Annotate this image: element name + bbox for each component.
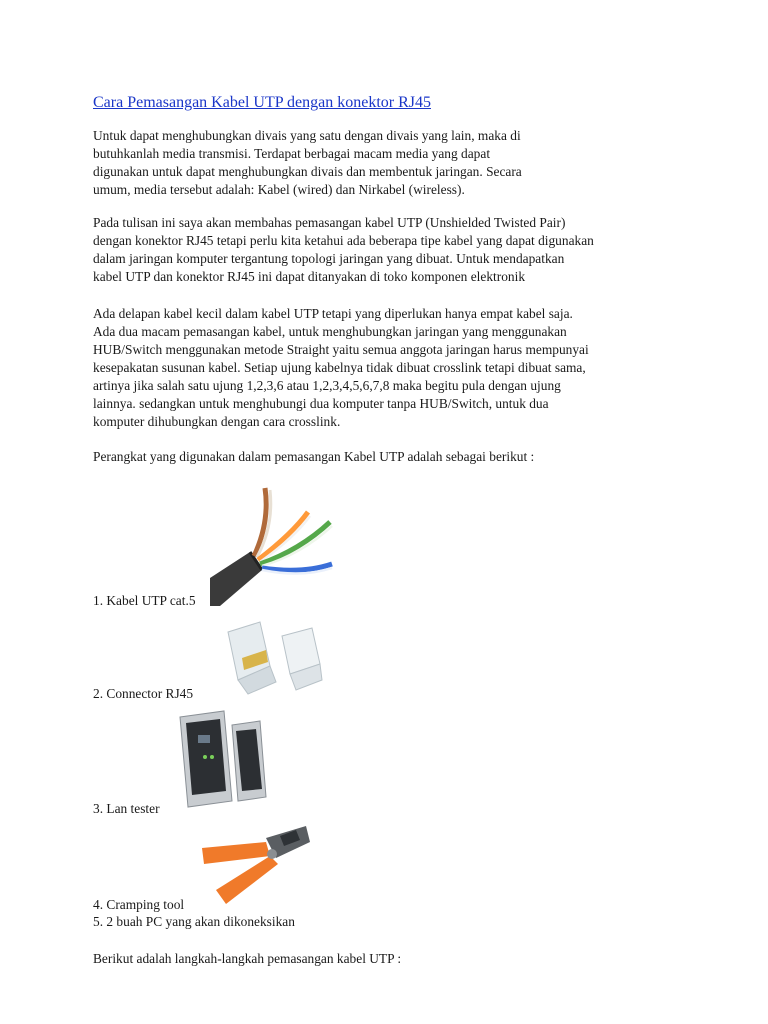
cabling-method-paragraph — [93, 305, 589, 431]
text-line: komputer dihubungkan dengan cara crosslink. — [93, 414, 341, 429]
text-line: Ada dua macam pemasangan kabel, untuk menghubungkan jaringan yang menggunakan — [93, 324, 567, 339]
utp-paragraph — [93, 214, 594, 286]
utp-cable-photo — [210, 482, 343, 606]
equipment-item-crimping-tool: 4. Cramping tool — [93, 897, 185, 912]
equipment-item-lan-tester: 3. Lan tester — [93, 801, 160, 816]
text-line: butuhkanlah media transmisi. Terdapat berbagai macam media yang dapat — [93, 146, 491, 161]
text-line: kabel UTP dan konektor RJ45 ini dapat ditanyakan di toko komponen elektronik — [93, 269, 526, 284]
equipment-item-utp-cable: 1. Kabel UTP cat.5 — [93, 593, 196, 608]
text-line: HUB/Switch menggunakan metode Straight yaitu semua anggota jaringan harus mempunyai — [93, 342, 589, 357]
text-line: dalam jaringan komputer tergantung topologi jaringan yang dibuat. Untuk mendapatkan — [93, 251, 565, 266]
crimping-tool-photo — [196, 818, 314, 910]
equipment-item-pc: 5. 2 buah PC yang akan dikoneksikan — [93, 914, 295, 929]
text-line: dengan konektor RJ45 tetapi perlu kita ketahui ada beberapa tipe kabel yang dapat digunakan — [93, 233, 594, 248]
text-line: umum, media tersebut adalah: Kabel (wired) dan Nirkabel (wireless). — [93, 182, 465, 197]
article-title-link[interactable]: Cara Pemasangan Kabel UTP dengan konektor RJ45 — [93, 94, 431, 111]
text-line: kesepakatan susunan kabel. Setiap ujung kabelnya tidak dibuat crosslink tetapi dibuat sama, — [93, 360, 586, 375]
text-line: Ada delapan kabel kecil dalam kabel UTP tetapi yang diperlukan hanya empat kabel saja. — [93, 306, 573, 321]
rj45-connector-photo — [220, 614, 325, 700]
lan-tester-photo — [172, 705, 282, 813]
steps-intro: Berikut adalah langkah-langkah pemasangan kabel UTP : — [93, 951, 402, 966]
text-line: digunakan untuk dapat menghubungkan divais dan membentuk jaringan. Secara — [93, 164, 522, 179]
text-line: lainnya. sedangkan untuk menghubungi dua komputer tanpa HUB/Switch, untuk dua — [93, 396, 549, 411]
text-line: Pada tulisan ini saya akan membahas pemasangan kabel UTP (Unshielded Twisted Pair) — [93, 215, 566, 230]
equipment-item-rj45: 2. Connector RJ45 — [93, 686, 194, 701]
intro-paragraph — [93, 127, 522, 199]
text-line: Untuk dapat menghubungkan divais yang satu dengan divais yang lain, maka di — [93, 128, 521, 143]
equipment-intro: Perangkat yang digunakan dalam pemasangan Kabel UTP adalah sebagai berikut : — [93, 449, 535, 464]
text-line: artinya jika salah satu ujung 1,2,3,6 atau 1,2,3,4,5,6,7,8 maka begitu pula dengan ujung — [93, 378, 561, 393]
